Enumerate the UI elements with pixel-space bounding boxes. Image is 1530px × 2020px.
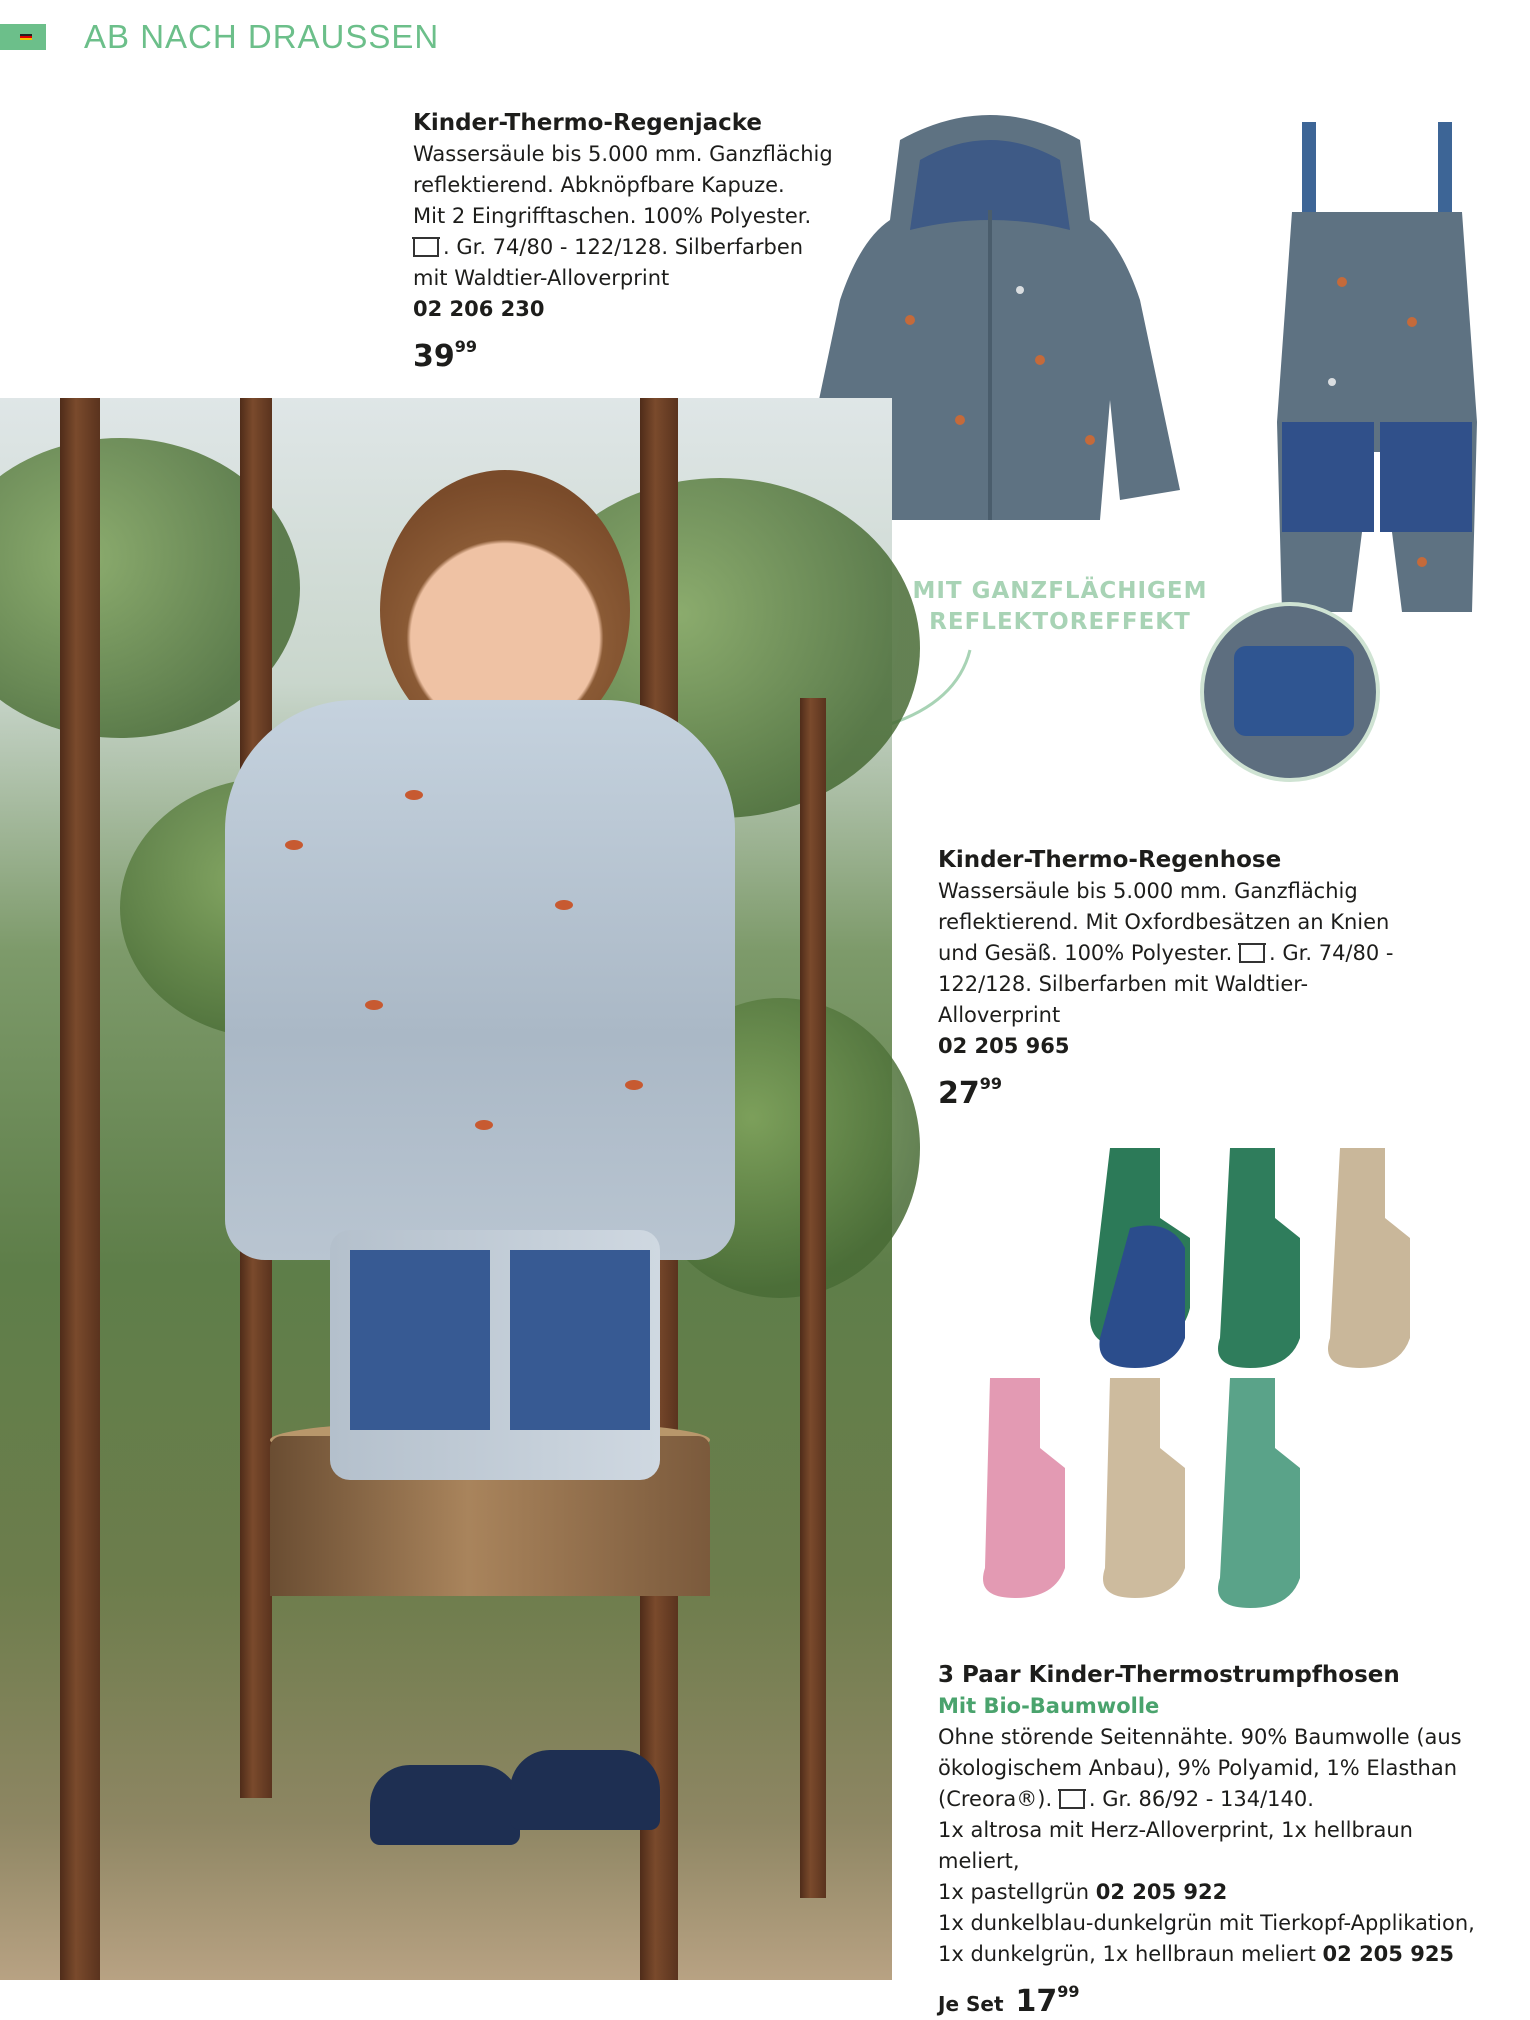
pants-price: $27^{99}$: [938, 1074, 1003, 1111]
wash-care-icon: [1239, 943, 1265, 963]
tights-article-2: 02 205 925: [1322, 1942, 1455, 1966]
pants-name: Kinder-Thermo-Regenhose: [938, 847, 1282, 873]
pants-description: Wassersäule bis 5.000 mm. Ganzflächig reflektierend. Mit Oxfordbesätzen an Knien und Gesäß. 100% Polyester.: [938, 879, 1390, 965]
child-jacket: [225, 700, 735, 1260]
tights-product-image: [980, 1148, 1450, 1628]
tights-description: Ohne störende Seitennähte. 90% Baumwolle (aus ökologischem Anbau), 9% Polyamid, 1% Elasthan (Creora®).: [938, 1725, 1462, 1811]
tights-variant-1: 1x altrosa mit Herz-Alloverprint, 1x hellbraun meliert, 1x pastellgrün: [938, 1818, 1413, 1904]
pants-article-number: 02 205 965: [938, 1034, 1070, 1058]
tights-variant-2: 1x dunkelblau-dunkelgrün mit Tierkopf-Applikation, 1x dunkelgrün, 1x hellbraun meliert: [938, 1911, 1475, 1966]
jacket-product-info: [413, 108, 853, 372]
jacket-description: Wassersäule bis 5.000 mm. Ganzflächig reflektierend. Abknöpfbare Kapuze. Mit 2 Eingrifftaschen. 100% Polyester.: [413, 142, 833, 228]
jacket-name: Kinder-Thermo-Regenjacke: [413, 110, 763, 136]
child-shoe-left: [370, 1765, 520, 1845]
pants-product-info: [938, 845, 1408, 1109]
jacket-price: $39^{99}$: [413, 337, 478, 374]
tights-sizes: . Gr. 86/92 - 134/140.: [1088, 1787, 1314, 1811]
knee-patch-detail: [1234, 646, 1354, 736]
tights-price: Je Set $17^{99}$: [938, 1982, 1080, 2019]
section-title: AB NACH DRAUSSEN: [84, 18, 440, 55]
flag-icon: [20, 34, 32, 40]
tights-subtitle: Mit Bio-Baumwolle: [938, 1694, 1160, 1718]
wash-care-icon: [413, 237, 439, 257]
tights-product-info: [938, 1660, 1498, 2020]
pants-sizes: . Gr. 74/80 - 122/128. Silberfarben mit Waldtier- Alloverprint: [938, 941, 1394, 1027]
pants-product-image: [1272, 122, 1482, 622]
wash-care-icon: [1059, 1789, 1085, 1809]
tights-name: 3 Paar Kinder-Thermostrumpfhosen: [938, 1662, 1400, 1688]
callout-text: MIT GANZFLÄCHIGEM REFLEKTOREFFEKT: [912, 578, 1208, 635]
section-tab: [0, 24, 46, 50]
jacket-sizes: . Gr. 74/80 - 122/128. Silberfarben mit Waldtier-Alloverprint: [413, 235, 804, 290]
tights-article-1: 02 205 922: [1095, 1880, 1228, 1904]
jacket-article-number: 02 206 230: [413, 297, 545, 321]
child-pants: [330, 1230, 660, 1480]
child-shoe-right: [510, 1750, 660, 1830]
reflector-callout: [880, 576, 1240, 638]
